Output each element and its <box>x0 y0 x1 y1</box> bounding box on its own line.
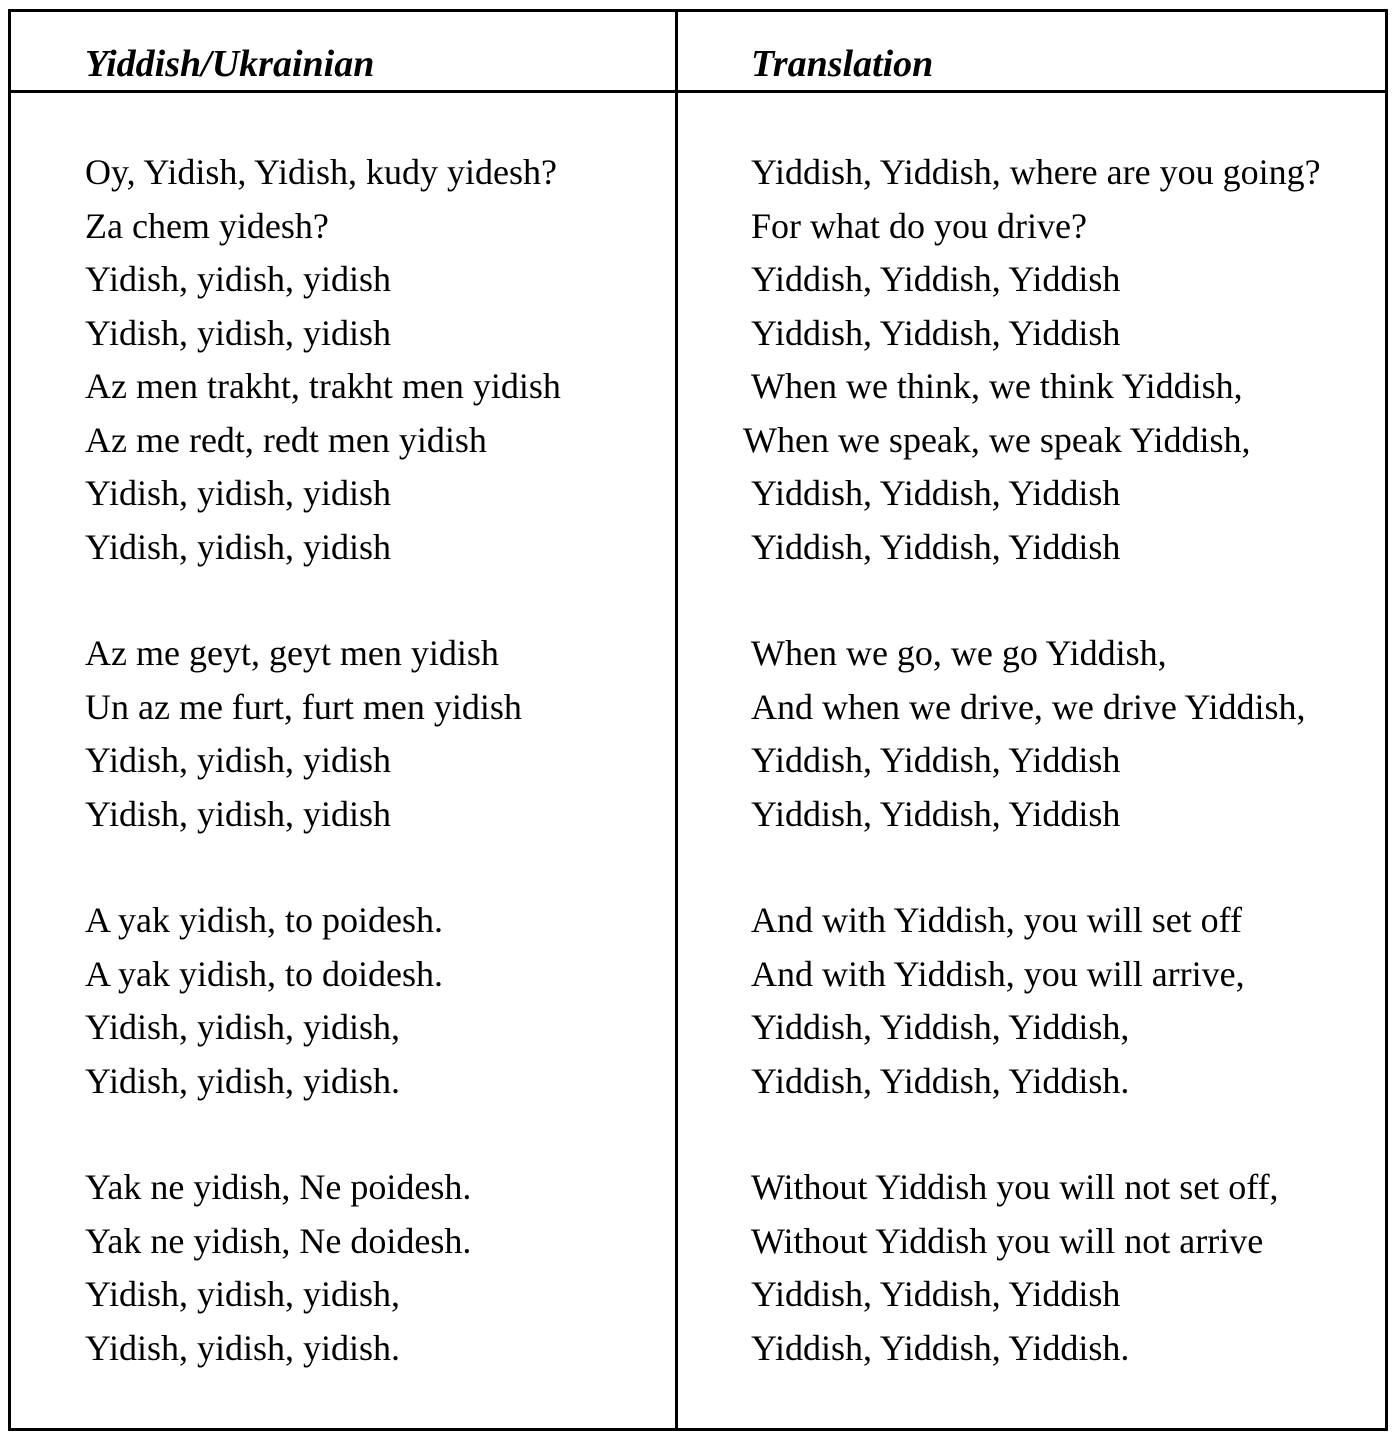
lyric-line: Yidish, yidish, yidish. <box>85 1327 401 1368</box>
lyric-line: Yak ne yidish, Ne doidesh. <box>85 1220 472 1261</box>
translation-line: When we think, we think Yiddish, <box>751 366 1243 406</box>
stanza-2 <box>85 627 561 841</box>
lyric-line: Az me redt, redt men yidish <box>85 419 487 460</box>
stanza-4 <box>85 1161 561 1375</box>
stanza-3 <box>85 894 561 1108</box>
lyric-line: Az me geyt, geyt men yidish <box>85 633 499 673</box>
lyric-line: Yidish, yidish, yidish, <box>85 1274 401 1314</box>
translation-line: Yiddish, Yiddish, Yiddish <box>751 473 1121 513</box>
translation-line: And with Yiddish, you will set off <box>751 900 1243 940</box>
lyric-line: Az men trakht, trakht men yidish <box>85 366 561 406</box>
translation-line: Yiddish, Yiddish, Yiddish <box>751 793 1121 834</box>
lyric-line: Yidish, yidish, yidish <box>85 793 392 834</box>
stanza-4 <box>751 1161 1321 1375</box>
lyric-line: Yidish, yidish, yidish <box>85 312 392 353</box>
translation-line: Yiddish, Yiddish, Yiddish. <box>751 1060 1130 1101</box>
translation-line: Yiddish, Yiddish, Yiddish <box>751 1274 1121 1314</box>
translation-line: Yiddish, Yiddish, Yiddish <box>751 312 1121 353</box>
header-translation: Translation <box>751 43 934 85</box>
lyric-line: Un az me furt, furt men yidish <box>85 686 522 727</box>
translation-line: Yiddish, Yiddish, Yiddish, <box>751 1007 1130 1047</box>
translation-line: When we go, we go Yiddish, <box>751 633 1167 673</box>
lyric-line: Za chem yidesh? <box>85 205 329 246</box>
translation-line: Without Yiddish you will not set off, <box>751 1167 1279 1207</box>
lyric-line: Yak ne yidish, Ne poidesh. <box>85 1167 472 1207</box>
lyric-line: Yidish, yidish, yidish <box>85 740 392 780</box>
lyric-line: Yidish, yidish, yidish <box>85 259 392 299</box>
stanza-1 <box>743 146 1321 574</box>
translation-line: Yiddish, Yiddish, Yiddish <box>751 740 1121 780</box>
translation-line: And when we drive, we drive Yiddish, <box>751 686 1306 727</box>
lyric-line: A yak yidish, to poidesh. <box>85 900 443 940</box>
translation-line: For what do you drive? <box>751 205 1087 246</box>
translation-line: Yiddish, Yiddish, Yiddish <box>751 259 1121 299</box>
translation-line: Yiddish, Yiddish, Yiddish <box>751 526 1121 567</box>
lyric-line: Yidish, yidish, yidish. <box>85 1060 401 1101</box>
translation-column <box>743 146 1321 1428</box>
translation-line: Without Yiddish you will not arrive <box>751 1220 1264 1261</box>
translation-line: Yiddish, Yiddish, where are you going? <box>751 152 1321 192</box>
header-yiddish-ukrainian: Yiddish/Ukrainian <box>85 43 375 85</box>
translation-line: Yiddish, Yiddish, Yiddish. <box>751 1327 1130 1368</box>
lyric-line: A yak yidish, to doidesh. <box>85 953 443 994</box>
translation-line: When we speak, we speak Yiddish, <box>743 419 1251 460</box>
translation-line: And with Yiddish, you will arrive, <box>751 953 1245 994</box>
lyrics-table <box>8 9 1388 1431</box>
stanza-1 <box>85 146 561 574</box>
stanza-3 <box>751 894 1321 1108</box>
lyric-line: Oy, Yidish, Yidish, kudy yidesh? <box>85 152 558 192</box>
lyric-line: Yidish, yidish, yidish <box>85 473 392 513</box>
stanza-2 <box>751 627 1321 841</box>
lyric-line: Yidish, yidish, yidish <box>85 526 392 567</box>
lyric-line: Yidish, yidish, yidish, <box>85 1007 401 1047</box>
header-divider <box>11 90 1385 93</box>
yiddish-column <box>85 146 561 1428</box>
column-divider <box>675 12 678 1428</box>
